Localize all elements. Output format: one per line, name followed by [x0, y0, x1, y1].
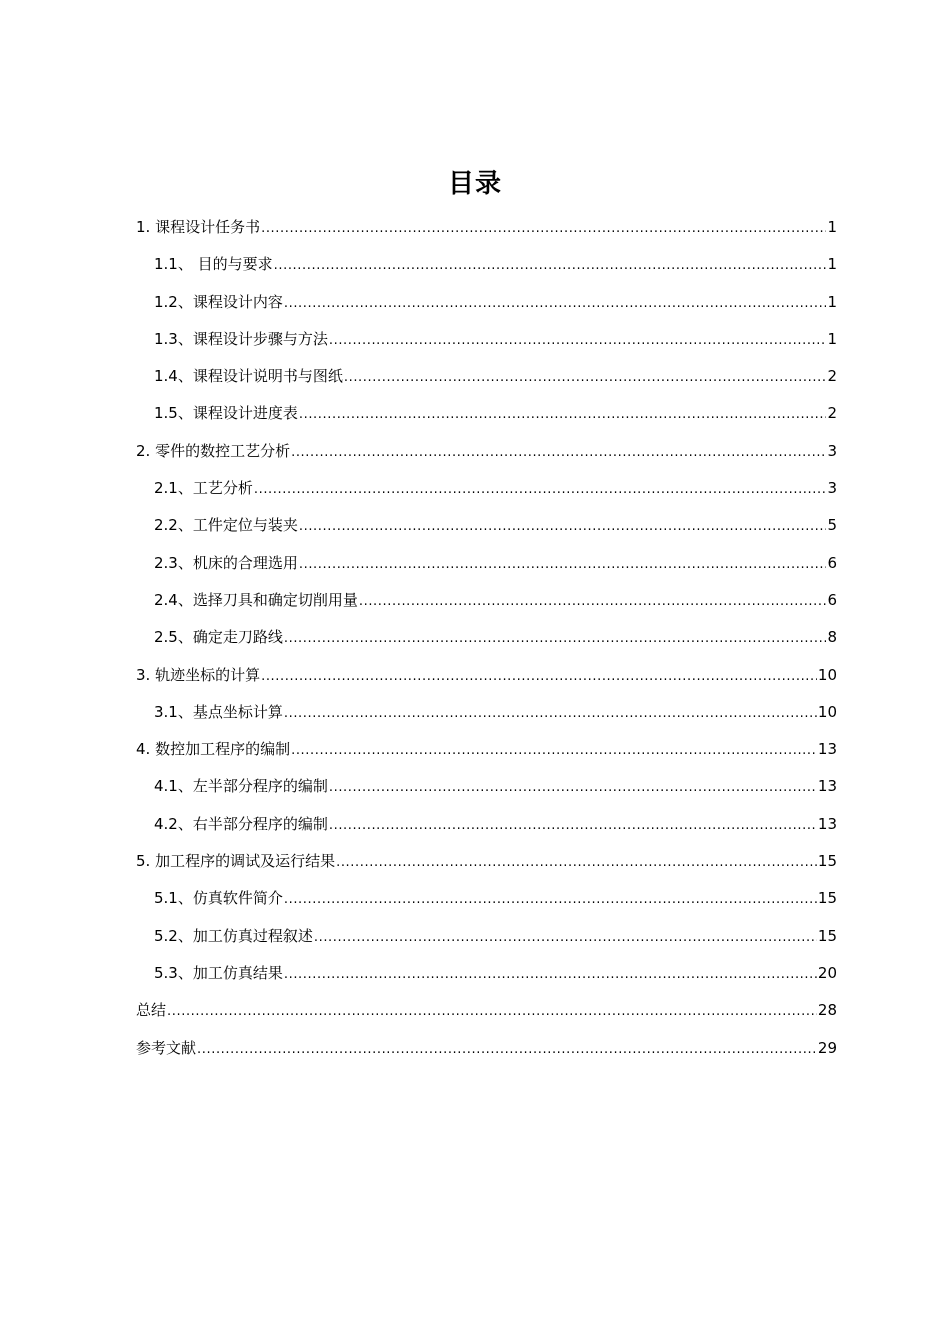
toc-entry[interactable] — [136, 807, 837, 844]
toc-entry-label: 2.3、机床的合理选用 — [154, 553, 298, 572]
toc-entry-label: 1.4、课程设计说明书与图纸 — [154, 367, 343, 386]
toc-dot-leader — [329, 771, 817, 805]
toc-dot-leader — [261, 212, 826, 246]
toc-entry-label: 2.2、工件定位与装夹 — [154, 516, 298, 535]
toc-entry-page-number: 13 — [817, 740, 837, 759]
toc-entry-page-number: 13 — [817, 814, 837, 833]
toc-entry-page-number: 2 — [827, 404, 837, 423]
toc-entry-page-number: 10 — [817, 702, 837, 721]
toc-dot-leader — [299, 548, 827, 582]
toc-entry-label: 总结 — [136, 1001, 167, 1020]
toc-entry-page-number: 6 — [827, 590, 837, 609]
toc-entry[interactable] — [136, 359, 837, 396]
toc-entry[interactable] — [136, 956, 837, 993]
toc-dot-leader — [336, 846, 817, 880]
toc-entry[interactable] — [136, 881, 837, 918]
toc-entry[interactable] — [136, 322, 837, 359]
toc-entry-page-number: 29 — [817, 1038, 837, 1057]
toc-entry-label: 5. 加工程序的调试及运行结果 — [136, 852, 336, 871]
toc-dot-leader — [329, 809, 817, 843]
toc-entry-page-number: 2 — [827, 367, 837, 386]
toc-entry-page-number: 10 — [817, 665, 837, 684]
toc-entry-label: 2.5、确定走刀路线 — [154, 628, 283, 647]
toc-entry[interactable] — [136, 396, 837, 433]
toc-entry-page-number: 1 — [827, 218, 837, 236]
toc-entry[interactable] — [136, 434, 837, 471]
toc-dot-leader — [291, 734, 817, 768]
toc-dot-leader — [284, 697, 817, 731]
toc-entry-label: 1.2、课程设计内容 — [154, 292, 283, 311]
toc-dot-leader — [284, 958, 817, 992]
toc-entry-page-number: 3 — [827, 441, 837, 460]
toc-entry-page-number: 1 — [827, 292, 837, 311]
toc-entry[interactable] — [136, 285, 837, 322]
toc-dot-leader — [329, 324, 827, 358]
toc-dot-leader — [261, 660, 817, 694]
toc-entry-page-number: 15 — [817, 889, 837, 908]
toc-entry-label: 2.4、选择刀具和确定切削用量 — [154, 590, 358, 609]
toc-entry-page-number: 15 — [817, 926, 837, 945]
toc-entry[interactable] — [136, 247, 837, 284]
toc-dot-leader — [284, 622, 827, 656]
toc-entry-label: 1.5、课程设计进度表 — [154, 404, 298, 423]
toc-entry-label: 5.1、仿真软件简介 — [154, 889, 283, 908]
toc-entry-page-number: 3 — [827, 479, 837, 498]
toc-entry[interactable] — [136, 769, 837, 806]
toc-entry-label: 参考文献 — [136, 1038, 197, 1057]
toc-entry-label: 5.3、加工仿真结果 — [154, 963, 283, 982]
toc-dot-leader — [254, 473, 827, 507]
toc-entry-page-number: 28 — [817, 1001, 837, 1020]
toc-dot-leader — [299, 510, 827, 544]
toc-entry[interactable] — [136, 583, 837, 620]
toc-entry-label: 1.1、 目的与要求 — [154, 255, 273, 274]
toc-entry[interactable] — [136, 546, 837, 583]
toc-dot-leader — [197, 1033, 817, 1067]
toc-entry-page-number: 5 — [827, 516, 837, 535]
toc-entry-label: 4.2、右半部分程序的编制 — [154, 814, 328, 833]
toc-entry[interactable] — [136, 993, 837, 1030]
toc-entry-label: 2. 零件的数控工艺分析 — [136, 441, 291, 460]
toc-entry-label: 4. 数控加工程序的编制 — [136, 740, 291, 759]
toc-dot-leader — [167, 995, 817, 1029]
toc-entry[interactable] — [136, 919, 837, 956]
toc-entry-page-number: 15 — [817, 852, 837, 871]
toc-dot-leader — [291, 436, 826, 470]
toc-entry[interactable] — [136, 658, 837, 695]
toc-entry-label: 2.1、工艺分析 — [154, 479, 253, 498]
toc-entry-label: 1. 课程设计任务书 — [136, 218, 261, 236]
toc-dot-leader — [284, 287, 827, 321]
toc-entry[interactable] — [136, 471, 837, 508]
toc-dot-leader — [274, 249, 827, 283]
toc-entry-label: 5.2、加工仿真过程叙述 — [154, 926, 313, 945]
toc-entry[interactable] — [136, 508, 837, 545]
toc-entry[interactable] — [136, 732, 837, 769]
page-title: 目录 — [447, 169, 502, 199]
toc-dot-leader — [359, 585, 827, 619]
toc-entry-page-number: 8 — [827, 628, 837, 647]
toc-entry-page-number: 6 — [827, 553, 837, 572]
toc-entry[interactable] — [136, 695, 837, 732]
toc-dot-leader — [299, 398, 827, 432]
toc-entry-label: 4.1、左半部分程序的编制 — [154, 777, 328, 796]
toc-entry-page-number: 13 — [817, 777, 837, 796]
toc-dot-leader — [314, 921, 817, 955]
toc-entry-label: 1.3、课程设计步骤与方法 — [154, 329, 328, 348]
toc-entry-page-number: 1 — [827, 329, 837, 348]
toc-entry-label: 3. 轨迹坐标的计算 — [136, 665, 261, 684]
toc-entry[interactable] — [136, 210, 837, 247]
toc-entry-page-number: 20 — [817, 963, 837, 982]
toc-entry[interactable] — [136, 620, 837, 657]
toc-entry[interactable] — [136, 844, 837, 881]
toc-entry-page-number: 1 — [827, 255, 837, 274]
toc-entry[interactable] — [136, 1031, 837, 1068]
toc-dot-leader — [344, 361, 827, 395]
table-of-contents — [136, 210, 837, 1068]
toc-entry-label: 3.1、基点坐标计算 — [154, 702, 283, 721]
toc-dot-leader — [284, 883, 817, 917]
